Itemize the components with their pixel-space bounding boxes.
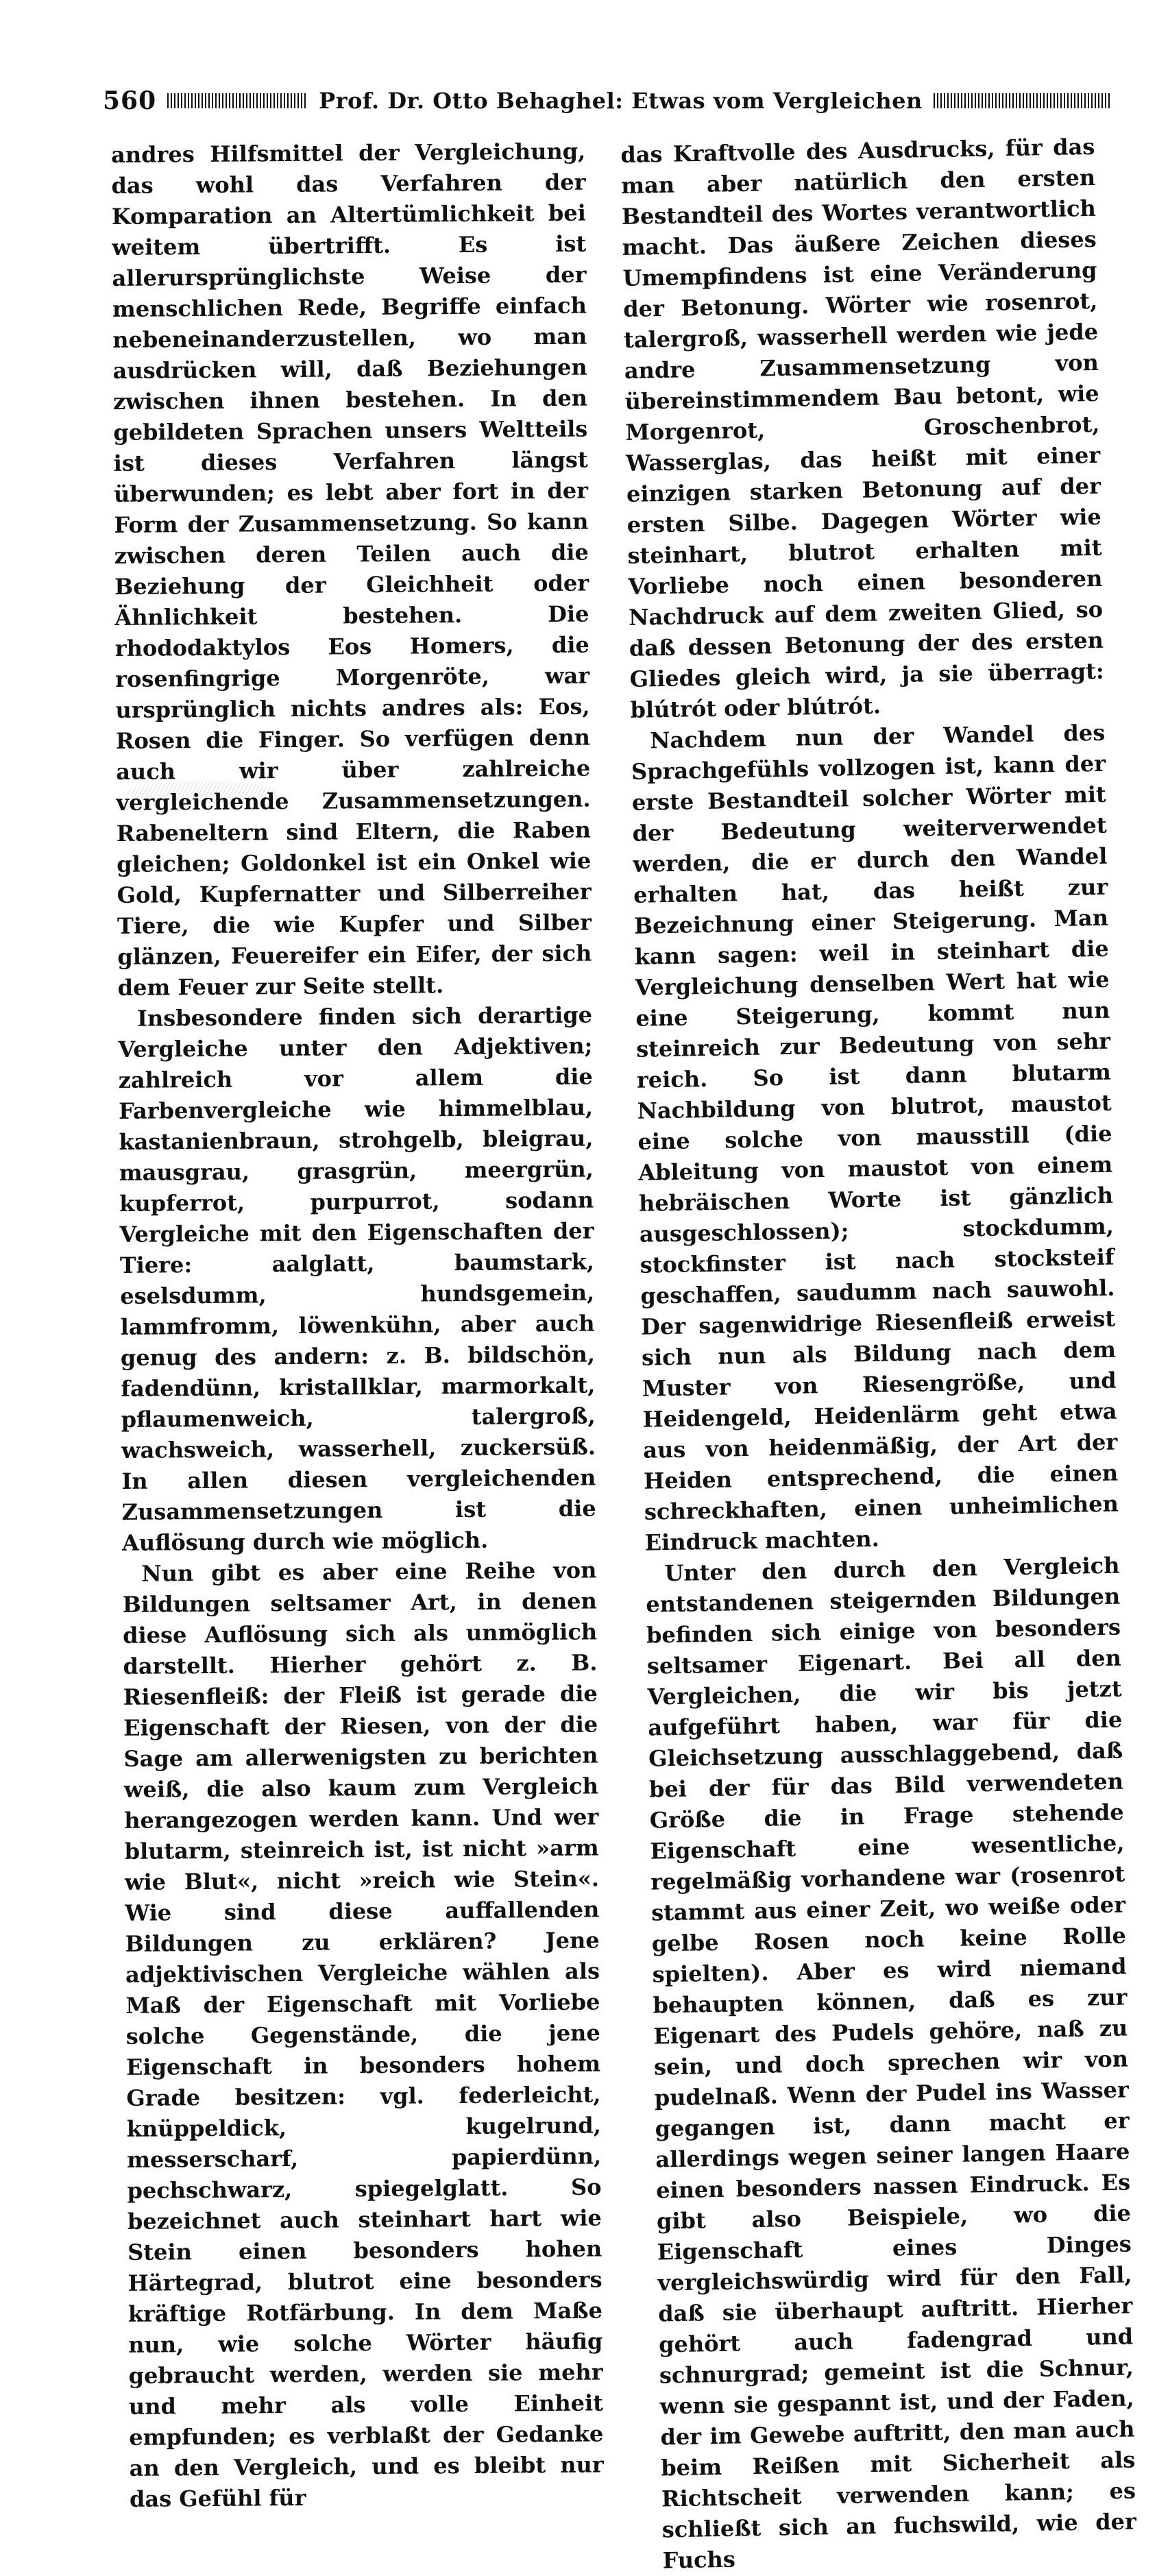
left-paragraph-1: andres Hilfsmittel der Vergleichung, das wohl das Verfahren der Komparation an Altertümlichkeit bei weitem übertrifft. Es ist allerursprünglichste Weise der menschlichen Rede, Begriffe einfach nebeneinanderzustellen, wo man ausdrücken will, daß Beziehungen zwischen ihnen bestehen. In den gebildeten Sprachen unsers Weltteils ist dieses Verfahren längst überwunden; es lebt aber fort in der Form der Zusammensetzung. So kann zwischen deren Teilen auch die Beziehung der Gleichheit oder Ähnlichkeit bestehen. Die rhododaktylos Eos Homers, die rosenfingrige Morgenröte, war ursprünglich nichts andres als: Eos, Rosen die Finger. So verfügen denn auch wir über zahlreiche vergleichende Zusammensetzungen. Rabeneltern sind Eltern, die Raben gleichen; Goldonkel ist ein Onkel wie Gold, Kupfernatter und Silberreiher Tiere, die wie Kupfer und Silber glänzen, Feuereifer ein Eifer, der sich dem Feuer zur Seite stellt.	[111, 138, 592, 1001]
left-column	[111, 136, 604, 2512]
page-number: 560	[103, 86, 157, 115]
header-rule-left	[167, 93, 308, 108]
left-paragraph-2: Insbesondere finden sich derartige Vergleiche unter den Adjektiven; zahlreich vor allem die Farbenvergleiche wie himmelblau, kastanienbraun, strohgelb, bleigrau, mausgrau, grasgrün, meergrün, kupferrot, purpurrot, sodann Vergleiche mit den Eigenschaften der Tiere: aalglatt, baumstark, eselsdumm, hundsgemein, lammfromm, löwenkühn, aber auch genug des andern: z. B. bildschön, fadendünn, kristallklar, marmorkalt, pflaumenweich, talergroß, wachsweich, wasserhell, zuckersüß. In allen diesen vergleichenden Zusammensetzungen ist die Auflösung durch wie möglich.	[118, 1001, 596, 1556]
running-head: Prof. Dr. Otto Behaghel: Etwas vom Vergleichen	[319, 88, 923, 114]
page-header	[103, 82, 1110, 119]
scan-smudge	[127, 781, 278, 803]
right-column	[620, 132, 1137, 2574]
header-rule-right	[934, 93, 1110, 108]
right-paragraph-2: Nachdem nun der Wandel des Sprachgefühls vollzogen ist, kann der erste Bestandteil solcher Wörter mit der Bedeutung weiterverwendet werden, die er durch den Wandel erhalten hat, das heißt zur Bezeichnung einer Steigerung. Man kann sagen: weil in steinhart die Vergleichung denselben Wert hat wie eine Steigerung, kommt nun steinreich zur Bedeutung von sehr reich. So ist dann blutarm Nachbildung von blutrot, maustot eine solche von mausstill (die Ableitung von maustot von einem hebräischen Worte ist gänzlich ausgeschlossen); stockdumm, stockfinster ist nach stocksteif geschaffen, saudumm nach sauwohl. Der sagenwidrige Riesenfleiß erweist sich nun als Bildung nach dem Muster von Riesengröße, und Heidengeld, Heidenlärm geht etwa aus von heidenmäßig, der Art der Heiden entsprechend, die einen schreckhaften, einen unheimlichen Eindruck machten.	[631, 719, 1119, 1556]
book-page	[103, 82, 1137, 2574]
left-paragraph-3: Nun gibt es aber eine Reihe von Bildungen seltsamer Art, in denen diese Auflösung sich als unmöglich darstellt. Hierher gehört z. B. Riesenfleiß: der Fleiß ist gerade die Eigenschaft der Riesen, von der die Sage am allerwenigsten zu berichten weiß, die also kaum zum Vergleich herangezogen werden kann. Und wer blutarm, steinreich ist, ist nicht »arm wie Blut«, nicht »reich wie Stein«. Wie sind diese auffallenden Bildungen zu erklären? Jene adjektivischen Vergleiche wählen als Maß der Eigenschaft mit Vorliebe solche Gegenstände, die jene Eigenschaft in besonders hohem Grade besitzen: vgl. federleicht, knüppeldick, kugelrund, messerscharf, papierdünn, pechschwarz, spiegelglatt. So bezeichnet auch steinhart hart wie Stein einen besonders hohen Härtegrad, blutrot eine besonders kräftige Rotfärbung. In dem Maße nun, wie solche Wörter häufig gebraucht werden, werden sie mehr und mehr als volle Einheit empfunden; es verblaßt der Gedanke an den Vergleich, und es bleibt nur das Gefühl für	[122, 1557, 604, 2512]
right-paragraph-3: Unter den durch den Vergleich entstandenen steigernden Bildungen befinden sich einige von besonders seltsamer Eigenart. Bei all den Vergleichen, die wir bis jetzt aufgeführt haben, war für die Gleichsetzung ausschlaggebend, daß bei der für das Bild verwendeten Größe die in Frage stehende Eigenschaft eine wesentliche, regelmäßig vorhandene war (rosenrot stammt aus einer Zeit, wo weiße oder gelbe Rosen noch keine Rolle spielten). Aber es wird niemand behaupten können, daß es zur Eigenart des Pudels gehöre, naß zu sein, und doch sprechen wir von pudelnaß. Wenn der Pudel ins Wasser gegangen ist, dann macht er allerdings wegen seiner langen Haare einen besonders nassen Eindruck. Es gibt also Beispiele, wo die Eigenschaft eines Dinges vergleichswürdig wird für den Fall, daß sie überhaupt auftritt. Hierher gehört auch fadengrad und schnurgrad; gemeint ist die Schnur, wenn sie gespannt ist, und der Faden, der im Gewebe auftritt, den man auch beim Reißen mit Sicherheit als Richtscheit verwenden kann; es schließt sich an fuchswild, wie der Fuchs	[645, 1552, 1137, 2574]
right-paragraph-1: das Kraftvolle des Ausdrucks, für das man aber natürlich den ersten Bestandteil des Wortes verantwortlich macht. Das äußere Zeichen dieses Umempfindens ist eine Veränderung der Betonung. Wörter wie rosenrot, talergroß, wasserhell werden wie jede andre Zusammensetzung von übereinstimmendem Bau betont, wie Morgenrot, Groschenbrot, Wasserglas, das heißt mit einer einzigen starken Betonung auf der ersten Silbe. Dagegen Wörter wie steinhart, blutrot erhalten mit Vorliebe noch einen besonderen Nachdruck auf dem zweiten Glied, so daß dessen Betonung der des ersten Gliedes gleich wird, ja sie überragt: blútrót oder blútrót.	[620, 133, 1104, 723]
